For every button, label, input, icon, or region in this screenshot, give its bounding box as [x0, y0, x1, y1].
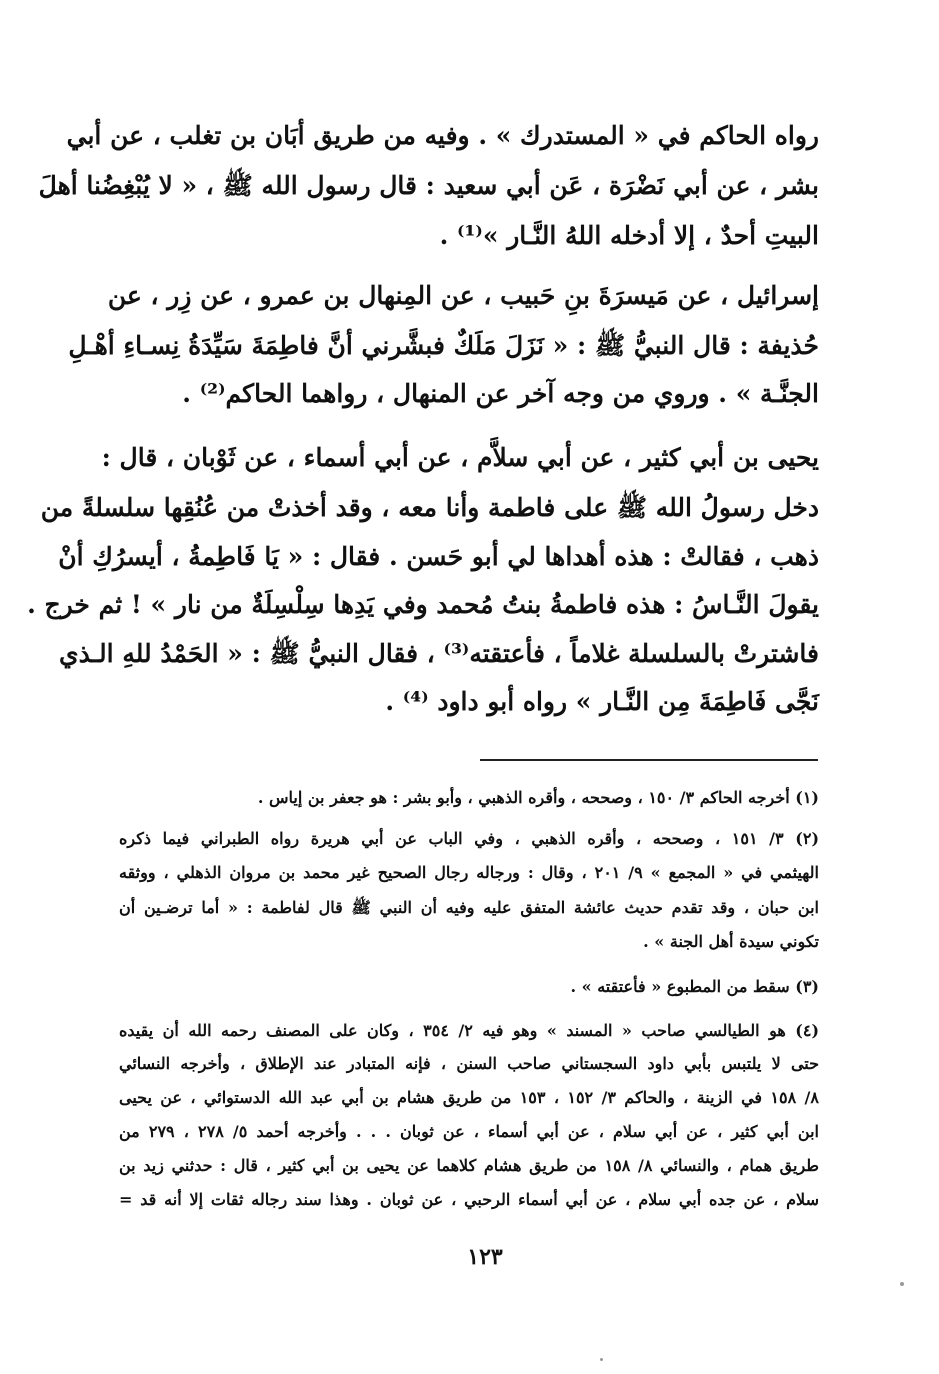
text-line: دخل رسولُ الله ﷺ على فاطمة وأنا معه ، وقد أخذتْ من عُنُقِها سلسلةً من	[40, 493, 819, 522]
text-line: ذهب ، فقالتْ : هذه أهداها لي أبو حَسن . فقال : « يَا فَاطِمةُ ، أيسرُكِ أنْ	[58, 542, 819, 571]
text-line: يحيى بن أبي كثير ، عن أبي سلاَّم ، عن أبي أسماء ، عن ثَوْبان ، قال :	[101, 443, 819, 472]
footnote-line: حتى لا يلتبس بأبي داود السجستاني صاحب السنن ، فإنه المتبادر عند الإطلاق ، وأخرجه النسائي	[119, 1054, 820, 1073]
footnote-line: ابن حبان ، وقد تقدم حديث عائشة المتفق عليه وفيه أن النبي ﷺ قال لفاطمة : « أما ترضـين أن	[119, 898, 819, 917]
text-line: فاشترتْ بالسلسلة غلاماً ، فأعتقته⁽³⁾ ، فقال النبيُّ ﷺ : « الحَمْدُ للهِ الـذي	[59, 639, 819, 668]
scan-speck	[600, 1358, 603, 1361]
text-line: رواه الحاكم في « المستدرك » . وفيه من طريق أبَان بن تغلب ، عن أبي	[66, 121, 819, 150]
footnote-line: ٨/ ١٥٨ في الزينة ، والحاكم ٣/ ١٥٢ ، ١٥٣ من طريق هشام بن أبي عبد الله الدستوائي ، عن يحيى	[119, 1088, 819, 1107]
footnote-line: (٤) هو الطيالسي صاحب « المسند » وهو فيه ٢/ ٣٥٤ ، وكان على المصنف رحمه الله أن يقيده	[119, 1021, 820, 1040]
text-line: الجنَّـة » . وروي من وجه آخر عن المنهال ، رواهما الحاكم⁽²⁾ .	[182, 379, 819, 408]
text-line: إسرائيل ، عن مَيسرَةَ بنِ حَبيب ، عن المِنهال بن عمرو ، عن زِر ، عن	[107, 281, 819, 310]
footnote-line: (١) أخرجه الحاكم ٣/ ١٥٠ ، وصححه ، وأقره الذهبي ، وأبو بشر : هو جعفر بن إياس .	[257, 788, 819, 807]
footnote-separator	[480, 759, 818, 761]
scan-speck	[900, 1282, 904, 1286]
footnote-line: سلام ، عن جده أبي سلام ، عن أبي أسماء الرحبي ، عن ثوبان . وهذا سند رجاله ثقات إلا أنه قد =	[119, 1190, 820, 1209]
text-line: يقولَ النَّـاسُ : هذه فاطمةُ بنتُ مُحمد وفي يَدِها سِلْسِلَةٌ من نار » ! ثم خرج .	[27, 590, 819, 619]
text-line: بشر ، عن أبي نَضْرَة ، عَن أبي سعيد : قال رسول الله ﷺ ، « لا يُبْغِضُنا أهلَ	[38, 171, 819, 200]
text-line: نَجَّى فَاطِمَةَ مِن النَّـار » رواه أبو داود ⁽⁴⁾ .	[385, 687, 819, 716]
footnote-line: ابن أبي كثير ، عن أبي سلام ، عن أبي أسماء ، عن ثوبان . . . وأخرجه أحمد ٥/ ٢٧٨ ، ٢٧٩ من	[119, 1122, 820, 1141]
footnote-line: (٣) سقط من المطبوع « فأعتقته » .	[570, 977, 819, 996]
footnote-line: (٢) ٣/ ١٥١ ، وصححه ، وأقره الذهبي ، وفي الباب عن أبي هريرة رواه الطبراني فيما ذكره	[119, 829, 820, 848]
footnote-line: طريق همام ، والنسائي ٨/ ١٥٨ من طريق هشام كلاهما عن يحيى بن أبي كثير ، قال : حدثني زيد بن	[119, 1156, 820, 1175]
footnote-line: الهيثمي في « المجمع » ٩/ ٢٠١ ، وقال : ورجاله رجال الصحيح غير محمد بن مروان الذهلي ، ووثقه	[119, 863, 819, 882]
page-number: ١٢٣	[467, 1244, 503, 1270]
text-line: البيتِ أحدٌ ، إلا أدخله اللهُ النَّـار »⁽¹⁾ .	[439, 221, 819, 250]
text-line: حُذيفة : قال النبيُّ ﷺ : « نَزَلَ مَلَكٌ فبشَّرني أنَّ فاطِمَةَ سَيِّدَةُ نِسـاءِ أهْـلِ	[68, 331, 819, 360]
footnote-line: تكوني سيدة أهل الجنة » .	[643, 932, 819, 951]
